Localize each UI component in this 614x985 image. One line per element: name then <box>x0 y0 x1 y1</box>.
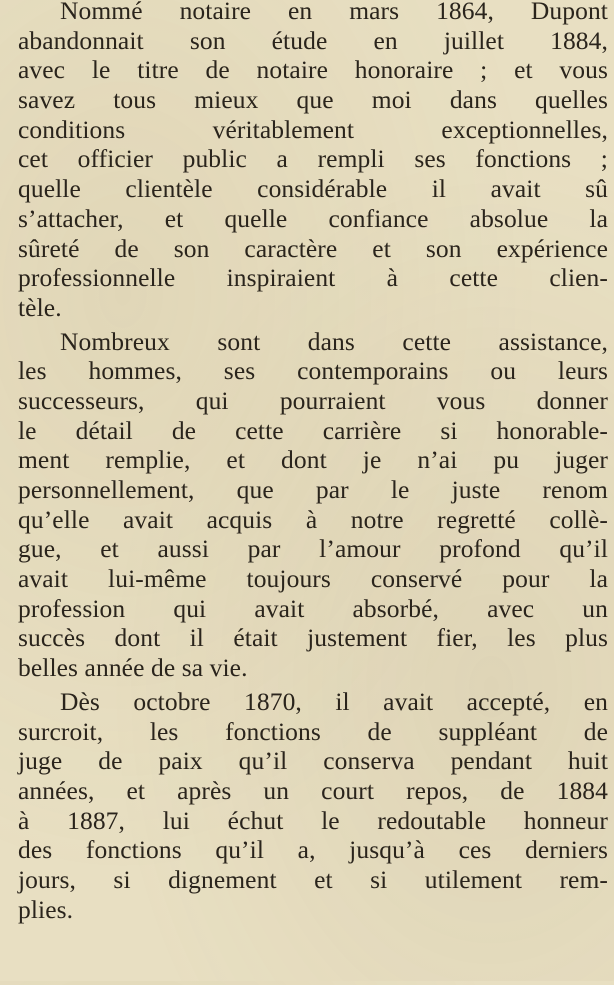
text-line: jours, si dignement et si utilement rem- <box>18 864 608 894</box>
text-line: profession qui avait absorbé, avec un <box>18 593 608 623</box>
text-line: avec le titre de notaire honoraire ; et vous <box>18 55 608 85</box>
text-line: sûreté de son caractère et son expérience <box>18 233 608 263</box>
text-line: avait lui-même toujours conservé pour la <box>18 564 608 594</box>
text-line: successeurs, qui pourraient vous donner <box>18 385 608 415</box>
text-line: tèle. <box>18 292 62 322</box>
text-line: les hommes, ses contemporains ou leurs <box>18 356 608 386</box>
text-line: qu’elle avait acquis à notre regretté collè- <box>18 504 608 534</box>
text-line: juge de paix qu’il conserva pendant huit <box>18 746 608 776</box>
text-line: Nombreux sont dans cette assistance, <box>60 326 608 356</box>
paragraph-1 <box>18 0 608 323</box>
text-line: belles année de sa vie. <box>18 653 248 683</box>
text-line: surcroit, les fonctions de suppléant de <box>18 716 608 746</box>
text-line: savez tous mieux que moi dans quelles <box>18 85 608 115</box>
text-line: années, et après un court repos, de 1884 <box>18 775 608 805</box>
paragraph-2 <box>18 327 608 683</box>
text-line: des fonctions qu’il a, jusqu’à ces derniers <box>18 835 608 865</box>
text-line: personnellement, que par le juste renom <box>18 475 608 504</box>
text-line: gue, et aussi par l’amour profond qu’il <box>18 534 608 564</box>
text-line: Dès octobre 1870, il avait accepté, en <box>60 686 608 716</box>
text-line: Nommé notaire en mars 1864, Dupont <box>60 0 608 25</box>
text-line: conditions véritablement exceptionnelles, <box>18 114 608 144</box>
article-column <box>18 0 608 924</box>
text-line: abandonnait son étude en juillet 1884, <box>18 25 608 55</box>
text-line: le détail de cette carrière si honorable- <box>18 415 608 445</box>
text-line: cet officier public a rempli ses fonctions ; <box>18 144 608 174</box>
text-line: ment remplie, et dont je n’ai pu juger <box>18 445 608 475</box>
text-line: s’attacher, et quelle confiance absolue la <box>18 203 608 233</box>
text-line: succès dont il était justement fier, les plus <box>18 623 608 653</box>
text-line: à 1887, lui échut le redoutable honneur <box>18 805 608 835</box>
text-line: professionnelle inspiraient à cette clien- <box>18 263 608 293</box>
paragraph-3 <box>18 687 608 925</box>
text-line: quelle clientèle considérable il avait sû <box>18 174 608 204</box>
text-line: plies. <box>18 894 74 924</box>
